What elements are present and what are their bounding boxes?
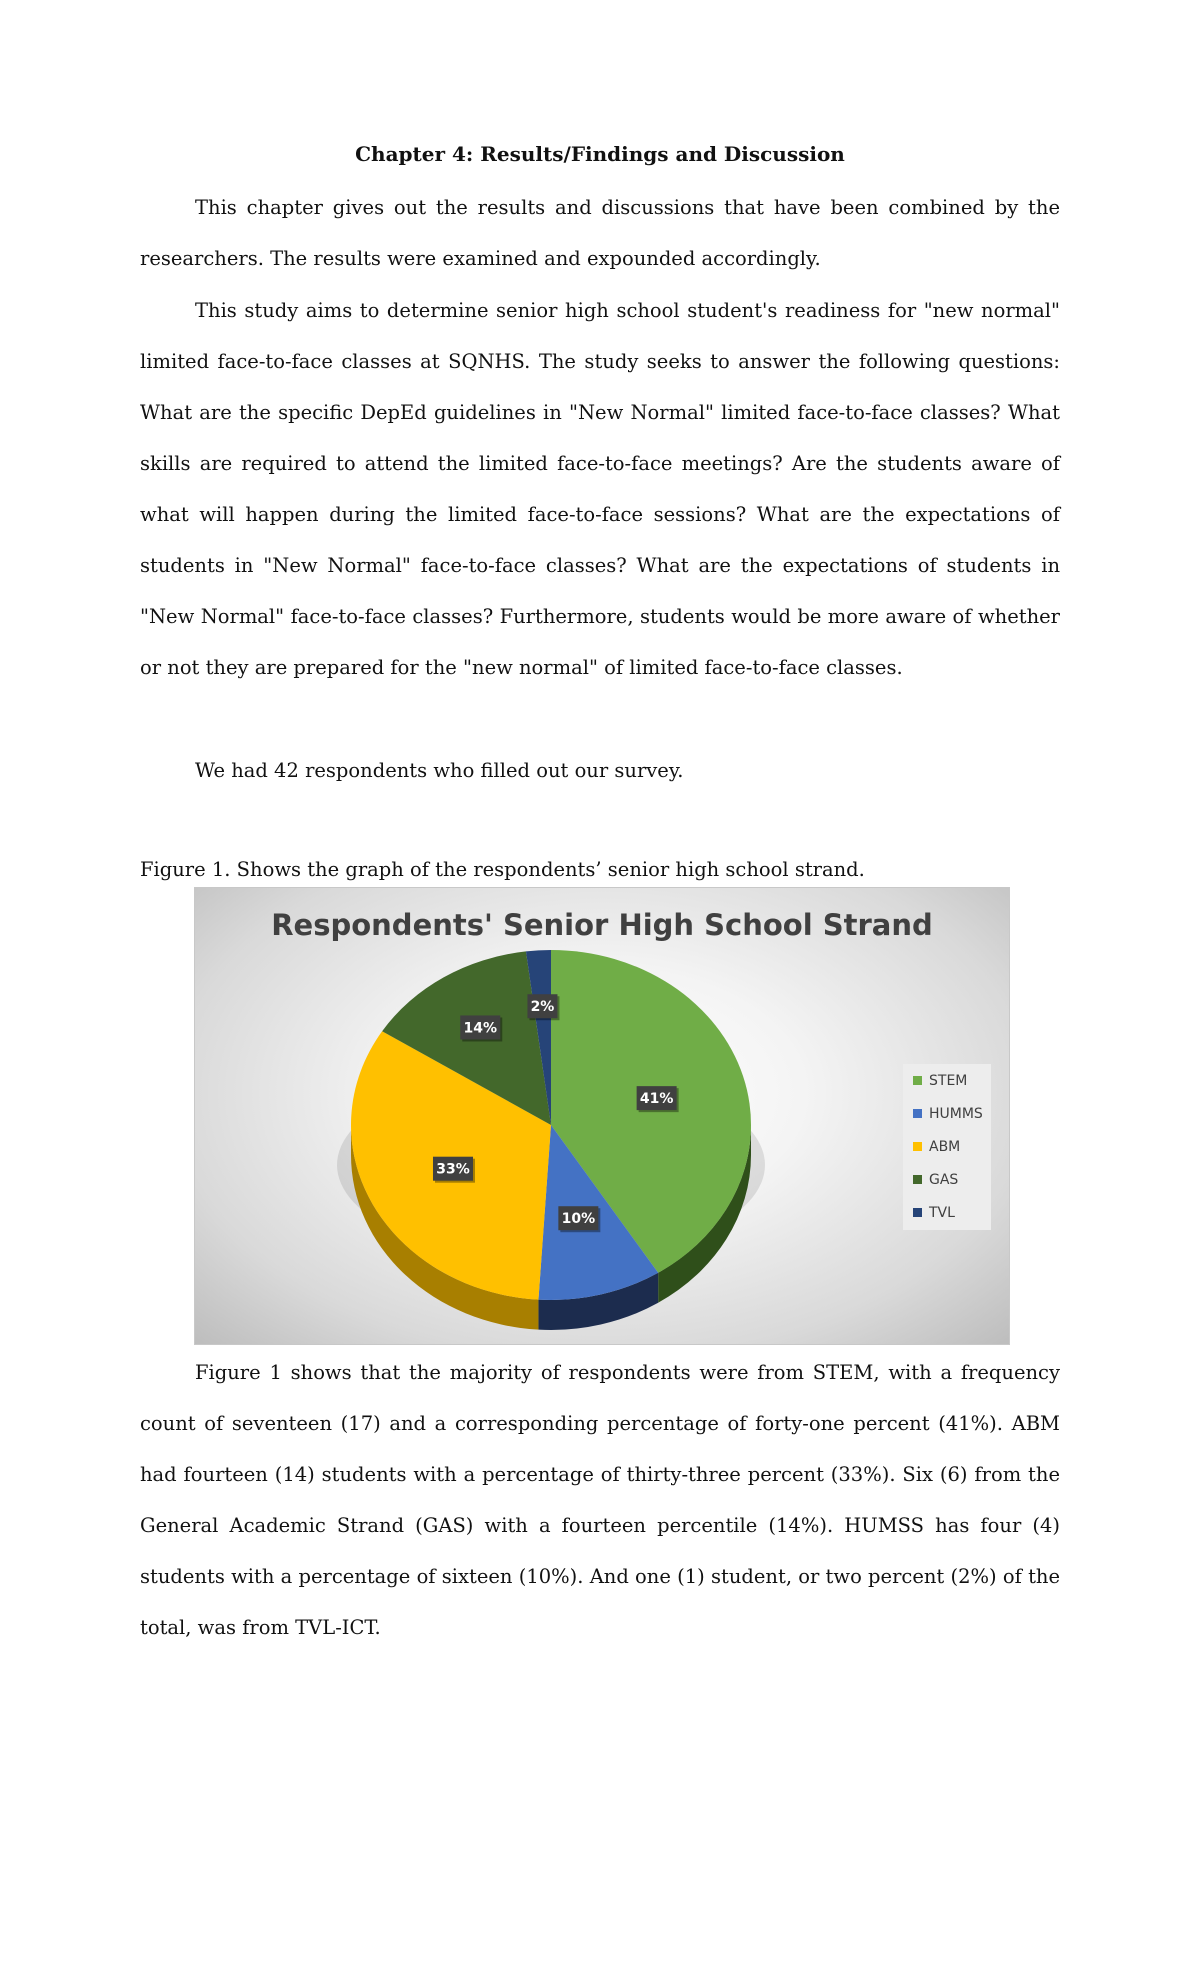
legend-swatch (913, 1208, 922, 1217)
legend-item-tvl (903, 1196, 991, 1229)
data-label-tvl (527, 994, 559, 1020)
data-label-text: 41% (639, 1091, 674, 1108)
legend-label: HUMMS (929, 1105, 983, 1122)
data-label-text: 10% (561, 1211, 596, 1228)
legend-swatch (913, 1109, 922, 1118)
legend-item-abm (903, 1130, 991, 1163)
figure-caption: Figure 1. Shows the graph of the respondents’ senior high school strand. (140, 858, 865, 881)
paragraph-respondents: We had 42 respondents who filled out our survey. (195, 759, 684, 782)
pie-chart-figure (194, 887, 1010, 1345)
paragraph-intro: This chapter gives out the results and discussions that have been combined by the researchers. The results were examined and expounded accordingly. (140, 196, 1060, 270)
legend-swatch (913, 1076, 922, 1085)
data-label-stem (637, 1086, 679, 1112)
legend-item-humms (903, 1097, 991, 1130)
chapter-heading: Chapter 4: Results/Findings and Discussion (355, 142, 845, 166)
data-label-gas (460, 1015, 502, 1041)
legend-label: ABM (929, 1138, 961, 1155)
legend-item-gas (903, 1163, 991, 1196)
legend-label: STEM (929, 1072, 968, 1089)
data-label-text: 33% (436, 1161, 470, 1178)
paragraph-figure-discussion: Figure 1 shows that the majority of respondents were from STEM, with a frequency count of seventeen (17) and a corresponding percentage of forty-one percent (41%). ABM had fourteen (14) students with a percentage of thirty-three percent (33%). Six (6) from the General Academic Strand (GAS) with a fourteen percentile (14%). HUMSS has four (4) students with a percentage of sixteen (10%). And one (1) student, or two percent (2%) of the total, was from TVL-ICT. (140, 1361, 1060, 1639)
data-label-text: 2% (530, 999, 555, 1016)
chart-title: Respondents' Senior High School Strand (271, 908, 933, 942)
legend-label: GAS (929, 1171, 959, 1188)
legend-item-stem (903, 1064, 991, 1097)
legend-label: TVL (929, 1204, 955, 1221)
chart-legend (903, 1064, 991, 1230)
legend-swatch (913, 1142, 922, 1151)
legend-swatch (913, 1175, 922, 1184)
data-label-abm (433, 1157, 475, 1183)
pie-chart (195, 888, 1009, 1344)
data-label-text: 14% (463, 1020, 498, 1037)
paragraph-study-aims: This study aims to determine senior high school student's readiness for "new normal" limited face-to-face classes at SQNHS. The study seeks to answer the following questions: What are the specific DepEd guidelines in "New Normal" limited face-to-face classes? What skills are required to attend the limited face-to-face meetings? Are the students aware of what will happen during the limited face-to-face sessions? What are the expectations of students in "New Normal" face-to-face classes? What are the expectations of students in "New Normal" face-to-face classes? Furthermore, students would be more aware of whether or not they are prepared for the "new normal" of limited face-to-face classes. (140, 299, 1060, 679)
data-label-humms (558, 1206, 600, 1232)
